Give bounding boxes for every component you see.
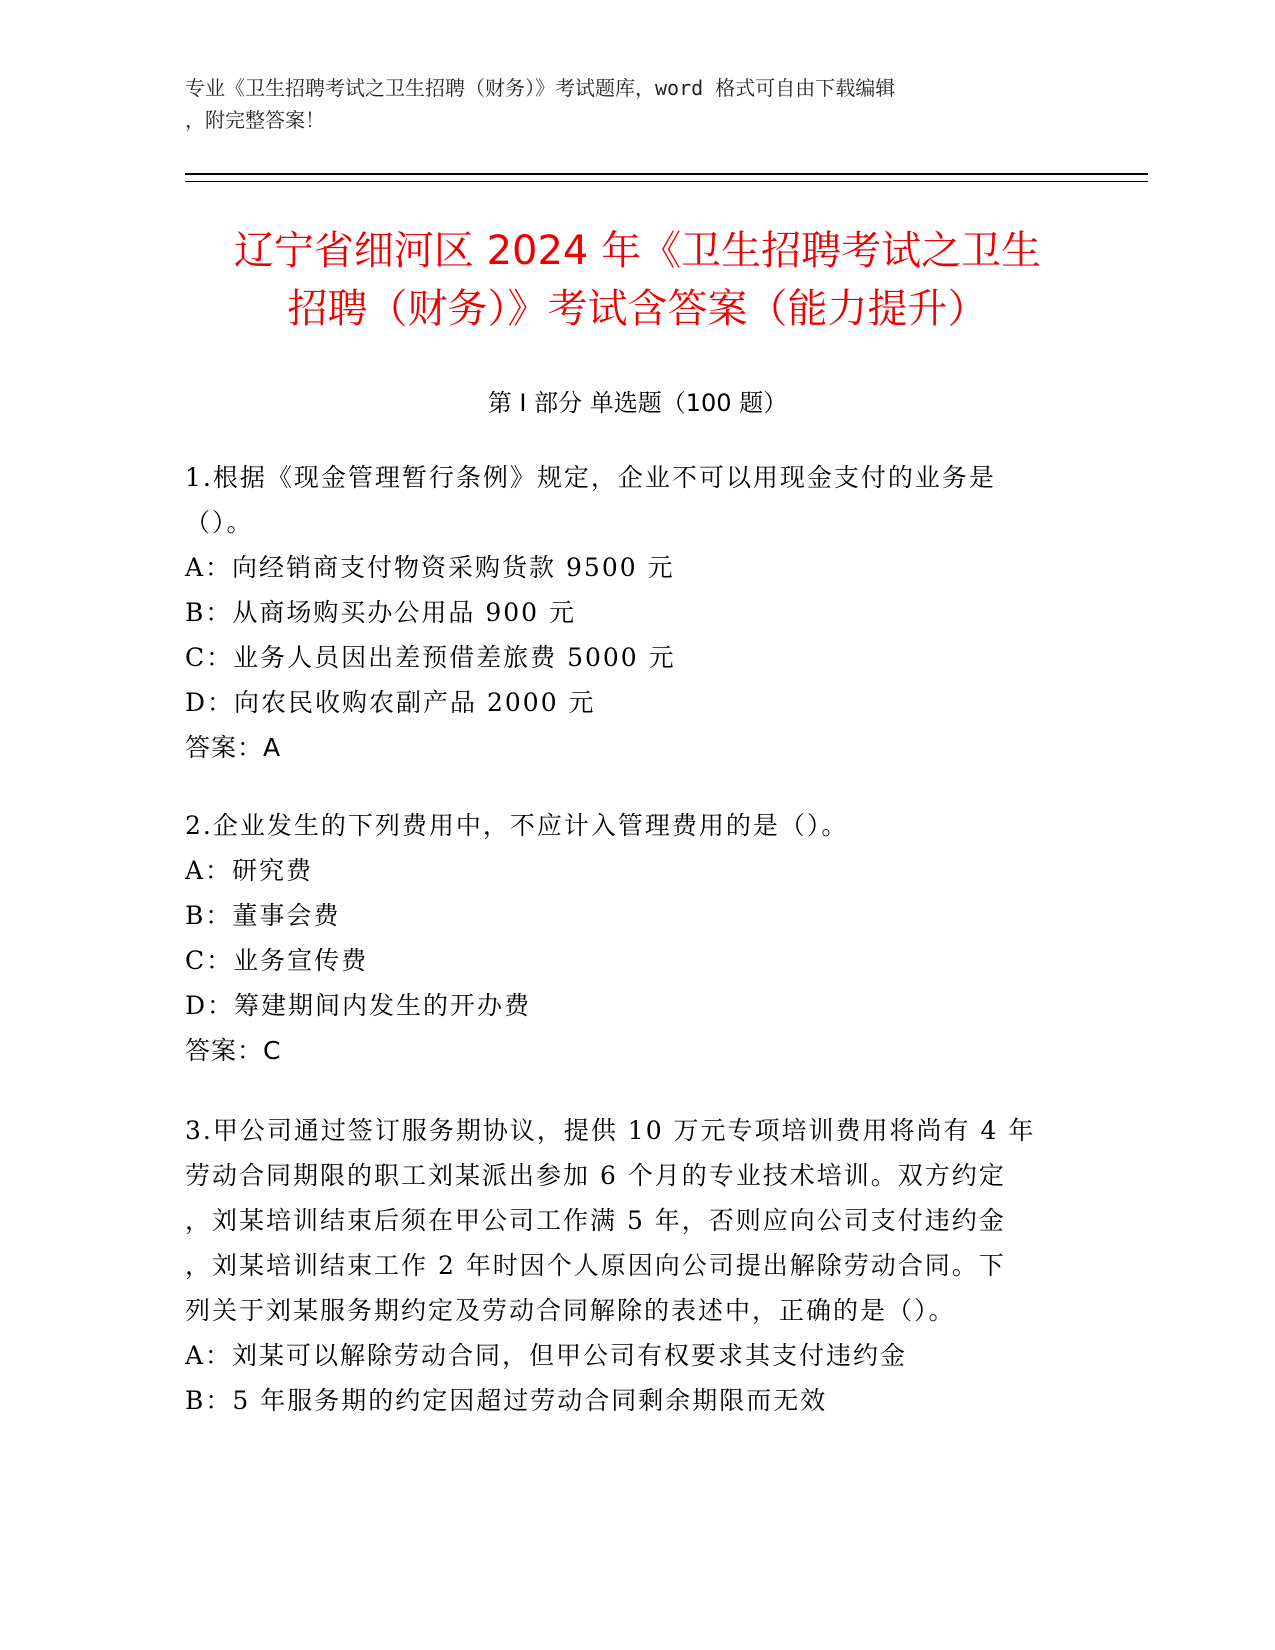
question-stem-line: 1.根据《现金管理暂行条例》规定，企业不可以用现金支付的业务是	[185, 463, 996, 492]
answer: 答案：C	[185, 1036, 282, 1065]
option-a: A：刘某可以解除劳动合同，但甲公司有权要求其支付违约金	[185, 1341, 908, 1370]
question-stem-line: （）。	[185, 508, 254, 537]
header-note-line: 专业《卫生招聘考试之卫生招聘（财务）》考试题库，word 格式可自由下载编辑	[185, 76, 896, 100]
document-title	[180, 222, 1095, 338]
option-a: A：向经销商支付物资采购货款 9500 元	[185, 553, 675, 582]
header-note-line: ，附完整答案！	[185, 108, 325, 132]
option-d: D：向农民收购农副产品 2000 元	[185, 688, 596, 717]
question-1	[185, 455, 1065, 770]
header-note	[185, 72, 1085, 136]
question-stem-line: 列关于刘某服务期约定及劳动合同解除的表述中，正确的是（）。	[185, 1296, 956, 1325]
option-b: B：董事会费	[185, 901, 341, 930]
title-line: 招聘（财务）》考试含答案（能力提升）	[287, 286, 988, 332]
question-3	[185, 1108, 1065, 1423]
question-stem-line: 3.甲公司通过签订服务期协议，提供 10 万元专项培训费用将尚有 4 年	[185, 1116, 1036, 1145]
option-c: C：业务人员因出差预借差旅费 5000 元	[185, 643, 676, 672]
question-2	[185, 803, 1065, 1073]
question-stem-line: 2.企业发生的下列费用中，不应计入管理费用的是（）。	[185, 811, 849, 840]
option-d: D：筹建期间内发生的开办费	[185, 991, 532, 1020]
header-rule-thin	[185, 181, 1148, 182]
option-b: B：5 年服务期的约定因超过劳动合同剩余期限而无效	[185, 1386, 828, 1415]
option-a: A：研究费	[185, 856, 314, 885]
section-heading: 第 I 部分 单选题（100 题）	[487, 389, 788, 417]
option-b: B：从商场购买办公用品 900 元	[185, 598, 576, 627]
title-line: 辽宁省细河区 2024 年《卫生招聘考试之卫生	[233, 228, 1042, 274]
question-stem-line: ，刘某培训结束后须在甲公司工作满 5 年，否则应向公司支付违约金	[185, 1206, 1006, 1235]
question-stem-line: ，刘某培训结束工作 2 年时因个人原因向公司提出解除劳动合同。下	[185, 1251, 1006, 1280]
option-c: C：业务宣传费	[185, 946, 369, 975]
header-rule-thick	[185, 173, 1148, 175]
question-stem-line: 劳动合同期限的职工刘某派出参加 6 个月的专业技术培训。双方约定	[185, 1161, 1006, 1190]
answer: 答案：A	[185, 733, 282, 762]
